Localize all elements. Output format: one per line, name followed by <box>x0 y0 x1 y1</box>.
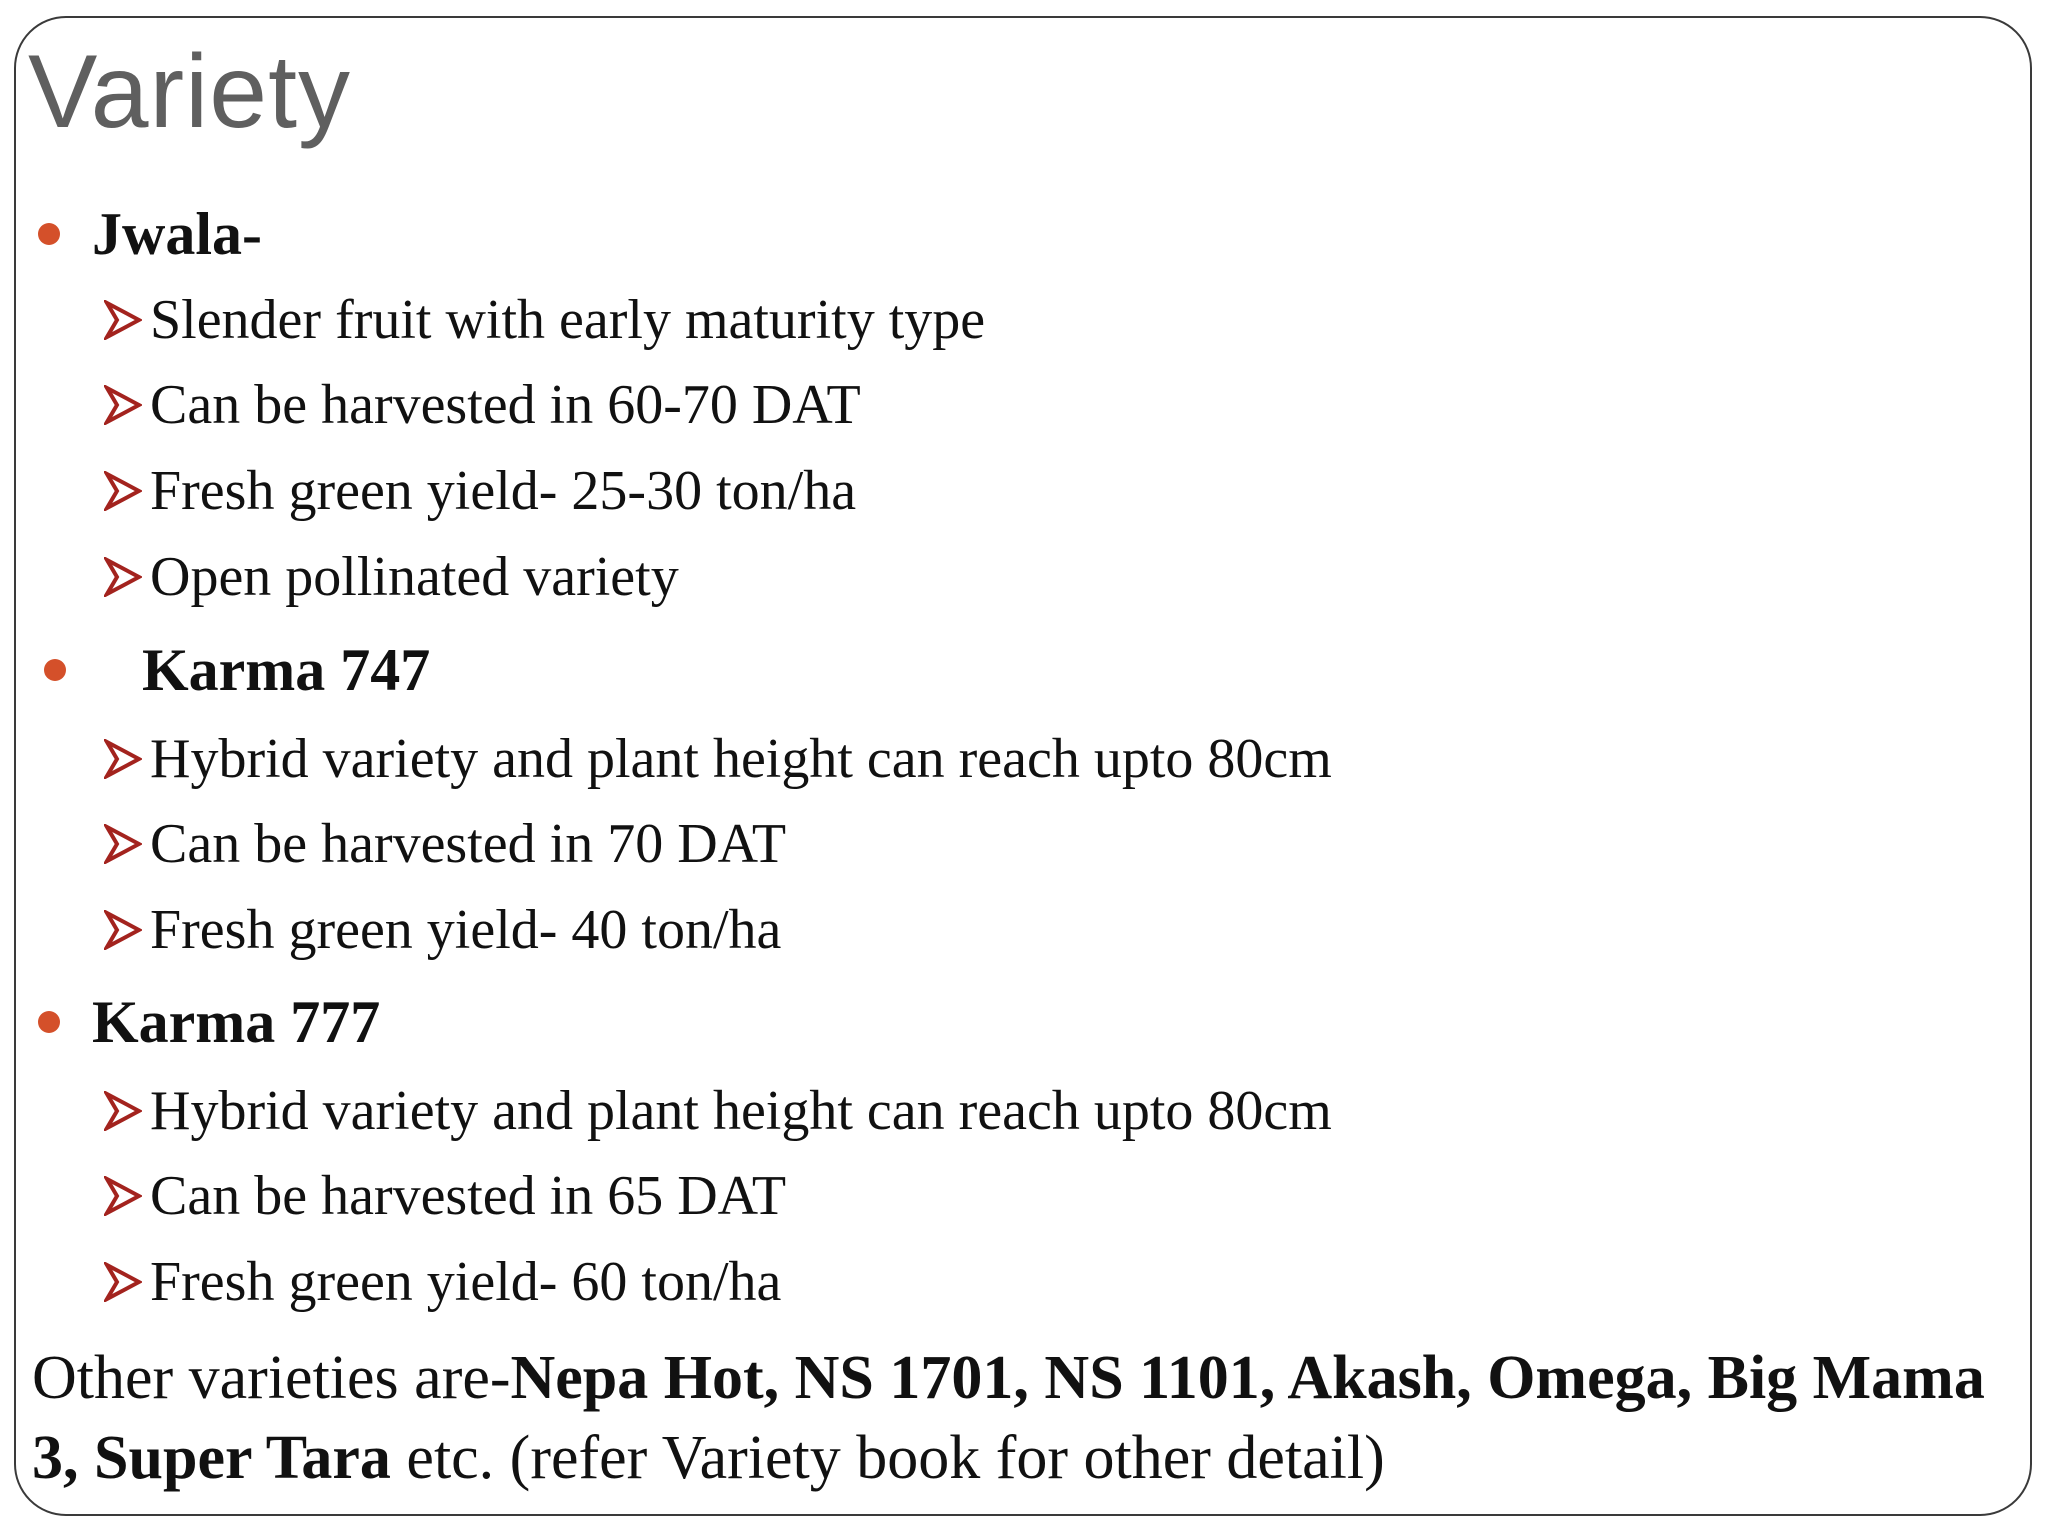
list-item-text: Fresh green yield- 25-30 ton/ha <box>150 460 857 522</box>
list-item <box>104 813 787 875</box>
arrow-bullet-icon <box>104 1262 142 1302</box>
slide-title: Variety <box>28 34 351 150</box>
list-item-text: Open pollinated variety <box>150 546 679 608</box>
section-heading-text: Karma 777 <box>92 989 381 1055</box>
list-item-text: Fresh green yield- 60 ton/ha <box>150 1251 782 1313</box>
bullet-dot-icon <box>38 223 60 245</box>
arrow-bullet-icon <box>104 385 142 425</box>
list-item-text: Can be harvested in 60-70 DAT <box>150 374 861 436</box>
section-heading-text: Jwala- <box>92 201 262 267</box>
section-heading-karma-777 <box>38 989 381 1055</box>
list-item-text: Hybrid variety and plant height can reach upto 80cm <box>150 1080 1332 1142</box>
arrow-bullet-icon <box>104 300 142 340</box>
arrow-bullet-icon <box>104 824 142 864</box>
arrow-bullet-icon <box>104 471 142 511</box>
list-item-text: Can be harvested in 70 DAT <box>150 813 787 875</box>
list-item-text: Fresh green yield- 40 ton/ha <box>150 899 782 961</box>
other-varieties-list: Nepa Hot, NS 1701, NS 1101, Akash, Omega, Big Mama 3, Super Tara <box>32 1344 1985 1492</box>
section-heading-text: Karma 747 <box>142 637 431 703</box>
bullet-dot-icon <box>44 659 66 681</box>
list-item <box>104 289 986 351</box>
list-item-text: Slender fruit with early maturity type <box>150 289 986 351</box>
section-heading-karma-747 <box>44 637 431 703</box>
list-item-text: Hybrid variety and plant height can reach upto 80cm <box>150 728 1332 790</box>
arrow-bullet-icon <box>104 910 142 950</box>
other-varieties-suffix: etc. (refer Variety book for other detail) <box>390 1424 1385 1492</box>
list-item <box>104 899 782 961</box>
bullet-dot-icon <box>38 1011 60 1033</box>
arrow-bullet-icon <box>104 1176 142 1216</box>
list-item <box>104 1165 787 1227</box>
arrow-bullet-icon <box>104 739 142 779</box>
other-varieties-paragraph <box>32 1338 2022 1498</box>
list-item-text: Can be harvested in 65 DAT <box>150 1165 787 1227</box>
arrow-bullet-icon <box>104 1091 142 1131</box>
other-varieties-prefix: Other varieties are- <box>32 1344 511 1412</box>
arrow-bullet-icon <box>104 557 142 597</box>
list-item <box>104 546 679 608</box>
list-item <box>104 728 1332 790</box>
list-item <box>104 1080 1332 1142</box>
list-item <box>104 460 857 522</box>
list-item <box>104 374 861 436</box>
section-heading-jwala <box>38 201 262 267</box>
list-item <box>104 1251 782 1313</box>
